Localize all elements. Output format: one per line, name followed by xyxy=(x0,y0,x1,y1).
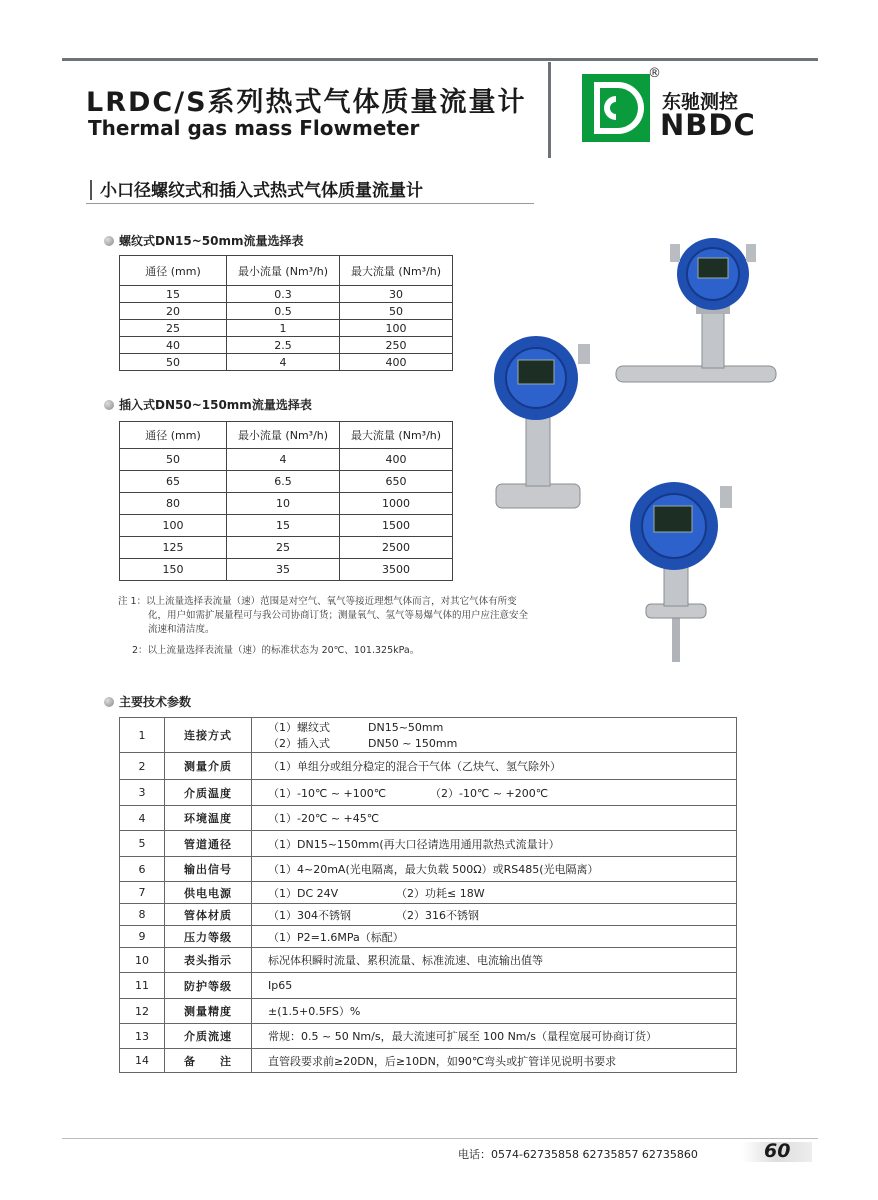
table-row xyxy=(120,1049,737,1073)
nbdc-logo-icon xyxy=(582,74,650,142)
table-row xyxy=(120,780,737,806)
table-row xyxy=(120,515,453,537)
header-cell: 通径 (mm) xyxy=(120,422,227,449)
param-no: 3 xyxy=(120,780,165,806)
brand-name-en: NBDC xyxy=(660,108,756,142)
table-cell: 6.5 xyxy=(227,471,340,493)
table-cell: 15 xyxy=(227,515,340,537)
table-row xyxy=(120,753,737,780)
param-value-text: （2）-10℃ ~ +200℃ xyxy=(430,786,549,800)
table-row xyxy=(120,493,453,515)
table-row xyxy=(120,904,737,926)
param-value xyxy=(252,904,737,926)
param-no: 2 xyxy=(120,753,165,780)
table-cell: 400 xyxy=(340,449,453,471)
table-cell: 2.5 xyxy=(227,337,340,354)
table-row xyxy=(120,999,737,1024)
param-value-text: （2）功耗≤ 18W xyxy=(396,886,485,900)
table-cell: 125 xyxy=(120,537,227,559)
header-cell: 最小流量 (Nm³/h) xyxy=(227,256,340,286)
table-cell: 4 xyxy=(227,354,340,371)
table-cell: 3500 xyxy=(340,559,453,581)
header-divider xyxy=(548,62,551,158)
param-label: 环境温度 xyxy=(165,806,252,831)
thread-flowmeter-front-illustration xyxy=(490,334,598,514)
param-label: 防护等级 xyxy=(165,973,252,999)
brand-name-cn: 东驰测控 xyxy=(662,91,739,113)
param-value: 常规：0.5 ~ 50 Nm/s，最大流速可扩展至 100 Nm/s（量程宽展可协商订货） xyxy=(252,1024,737,1049)
tech-params-table xyxy=(119,717,737,1073)
table-row xyxy=(120,354,453,371)
param-value: 直管段要求前≥20DN，后≥10DN，如90℃弯头或扩管详见说明书要求 xyxy=(252,1049,737,1073)
registered-mark: ® xyxy=(648,66,661,81)
param-value: （1）P2=1.6MPa（标配） xyxy=(252,926,737,948)
param-no: 6 xyxy=(120,857,165,882)
note-2: 2：以上流量选择表流量（速）的标准状态为 20℃、101.325kPa。 xyxy=(132,645,420,656)
param-value-text: （2）插入式 xyxy=(268,737,330,750)
table-cell: 4 xyxy=(227,449,340,471)
page-title-en: Thermal gas mass Flowmeter xyxy=(88,116,420,140)
param-no: 11 xyxy=(120,973,165,999)
table-cell: 50 xyxy=(120,354,227,371)
bullet-icon xyxy=(104,236,114,246)
param-value-text: （2）316不锈钢 xyxy=(396,908,479,922)
param-no: 10 xyxy=(120,948,165,973)
param-label: 压力等级 xyxy=(165,926,252,948)
param-value: （1）4~20mA(光电隔离，最大负载 500Ω）或RS485(光电隔离） xyxy=(252,857,737,882)
table-row xyxy=(120,537,453,559)
table-row xyxy=(120,303,453,320)
table-row xyxy=(120,559,453,581)
param-no: 12 xyxy=(120,999,165,1024)
param-value: 标况体积瞬时流量、累积流量、标准流速、电流输出值等 xyxy=(252,948,737,973)
page-number: 60 xyxy=(764,1140,791,1162)
param-value-text: （1）DC 24V xyxy=(268,886,339,900)
note-1 xyxy=(118,595,528,637)
table-cell: 50 xyxy=(120,449,227,471)
table1-heading xyxy=(104,232,303,249)
table-cell: 1 xyxy=(227,320,340,337)
param-value xyxy=(252,780,737,806)
param-value-text: （1）-10℃ ~ +100℃ xyxy=(268,786,387,800)
table-cell: 0.5 xyxy=(227,303,340,320)
table-row xyxy=(120,926,737,948)
table-cell: 25 xyxy=(227,537,340,559)
page-title-cn: LRDC/S系列热式气体质量流量计 xyxy=(86,87,527,118)
section-marker xyxy=(90,180,92,200)
param-no: 9 xyxy=(120,926,165,948)
param-no: 4 xyxy=(120,806,165,831)
table-cell: 2500 xyxy=(340,537,453,559)
param-label: 表头指示 xyxy=(165,948,252,973)
table-cell: 100 xyxy=(340,320,453,337)
thread-flowmeter-illustration xyxy=(612,238,780,390)
param-value: ±(1.5+0.5FS）% xyxy=(252,999,737,1024)
thread-flow-table xyxy=(119,255,453,371)
table-cell: 15 xyxy=(120,286,227,303)
param-no: 7 xyxy=(120,882,165,904)
table2-title: 插入式DN50~150mm流量选择表 xyxy=(119,398,312,412)
table-cell: 150 xyxy=(120,559,227,581)
param-label: 管道通径 xyxy=(165,831,252,857)
table-row xyxy=(120,471,453,493)
param-value: Ip65 xyxy=(252,973,737,999)
table-cell: 400 xyxy=(340,354,453,371)
table-header-row xyxy=(120,422,453,449)
table-row xyxy=(120,1024,737,1049)
note-1-line: 流速和清洁度。 xyxy=(148,624,215,635)
table-row xyxy=(120,718,737,753)
bullet-icon xyxy=(104,400,114,410)
header-cell: 通径 (mm) xyxy=(120,256,227,286)
param-value: （1）单组分或组分稳定的混合干气体（乙炔气、氢气除外） xyxy=(252,753,737,780)
param-label: 介质流速 xyxy=(165,1024,252,1049)
header-cell: 最小流量 (Nm³/h) xyxy=(227,422,340,449)
param-no: 8 xyxy=(120,904,165,926)
params-title: 主要技术参数 xyxy=(119,695,192,709)
footer-rule xyxy=(62,1138,818,1139)
param-value-text: DN50 ~ 150mm xyxy=(368,737,458,750)
param-value: （1）-20℃ ~ +45℃ xyxy=(252,806,737,831)
param-value xyxy=(252,882,737,904)
params-heading xyxy=(104,693,191,710)
table-row xyxy=(120,857,737,882)
table-cell: 30 xyxy=(340,286,453,303)
table-cell: 0.3 xyxy=(227,286,340,303)
table-row xyxy=(120,948,737,973)
header-cell: 最大流量 (Nm³/h) xyxy=(340,422,453,449)
param-value-text: DN15~50mm xyxy=(368,721,444,734)
table1-title: 螺纹式DN15~50mm流量选择表 xyxy=(119,234,304,248)
param-no: 5 xyxy=(120,831,165,857)
note-1-line: 化，用户如需扩展量程可与我公司协商订货；测量氧气、氢气等易爆气体的用户应注意安全 xyxy=(148,610,529,621)
param-no: 14 xyxy=(120,1049,165,1073)
table-cell: 10 xyxy=(227,493,340,515)
table-header-row xyxy=(120,256,453,286)
table-cell: 20 xyxy=(120,303,227,320)
table-cell: 250 xyxy=(340,337,453,354)
param-value: （1）DN15~150mm(再大口径请选用通用款热式流量计） xyxy=(252,831,737,857)
table-cell: 50 xyxy=(340,303,453,320)
param-no: 13 xyxy=(120,1024,165,1049)
section-underline xyxy=(86,203,534,204)
table-cell: 1500 xyxy=(340,515,453,537)
param-label: 管体材质 xyxy=(165,904,252,926)
table2-heading xyxy=(104,396,312,413)
param-value-text: （1）304不锈钢 xyxy=(268,908,351,922)
table-row xyxy=(120,973,737,999)
header-top-rule xyxy=(62,58,818,61)
table-row xyxy=(120,882,737,904)
table-row xyxy=(120,831,737,857)
header-cell: 最大流量 (Nm³/h) xyxy=(340,256,453,286)
table-row xyxy=(120,337,453,354)
table-cell: 40 xyxy=(120,337,227,354)
note-1-line: 注 1：以上流量选择表流量（速）范围是对空气、氧气等接近理想气体而言，对其它气体有所变 xyxy=(118,596,517,607)
param-label: 测量精度 xyxy=(165,999,252,1024)
param-value xyxy=(252,718,737,753)
table-cell: 1000 xyxy=(340,493,453,515)
footer-phone: 电话：0574-62735858 62735857 62735860 xyxy=(458,1148,698,1161)
param-value-text: （1）螺纹式 xyxy=(268,721,330,734)
table-row xyxy=(120,286,453,303)
table-cell: 80 xyxy=(120,493,227,515)
insertion-flowmeter-illustration xyxy=(620,478,738,664)
table-cell: 650 xyxy=(340,471,453,493)
table-row xyxy=(120,806,737,831)
table-cell: 65 xyxy=(120,471,227,493)
table-cell: 35 xyxy=(227,559,340,581)
param-no: 1 xyxy=(120,718,165,753)
param-label: 输出信号 xyxy=(165,857,252,882)
param-label: 测量介质 xyxy=(165,753,252,780)
param-label: 连接方式 xyxy=(165,718,252,753)
section-title: 小口径螺纹式和插入式热式气体质量流量计 xyxy=(100,181,423,201)
param-label: 介质温度 xyxy=(165,780,252,806)
param-label: 供电电源 xyxy=(165,882,252,904)
table-row xyxy=(120,320,453,337)
table-cell: 100 xyxy=(120,515,227,537)
table-row xyxy=(120,449,453,471)
bullet-icon xyxy=(104,697,114,707)
table-cell: 25 xyxy=(120,320,227,337)
insertion-flow-table xyxy=(119,421,453,581)
param-label: 备 注 xyxy=(165,1049,252,1073)
